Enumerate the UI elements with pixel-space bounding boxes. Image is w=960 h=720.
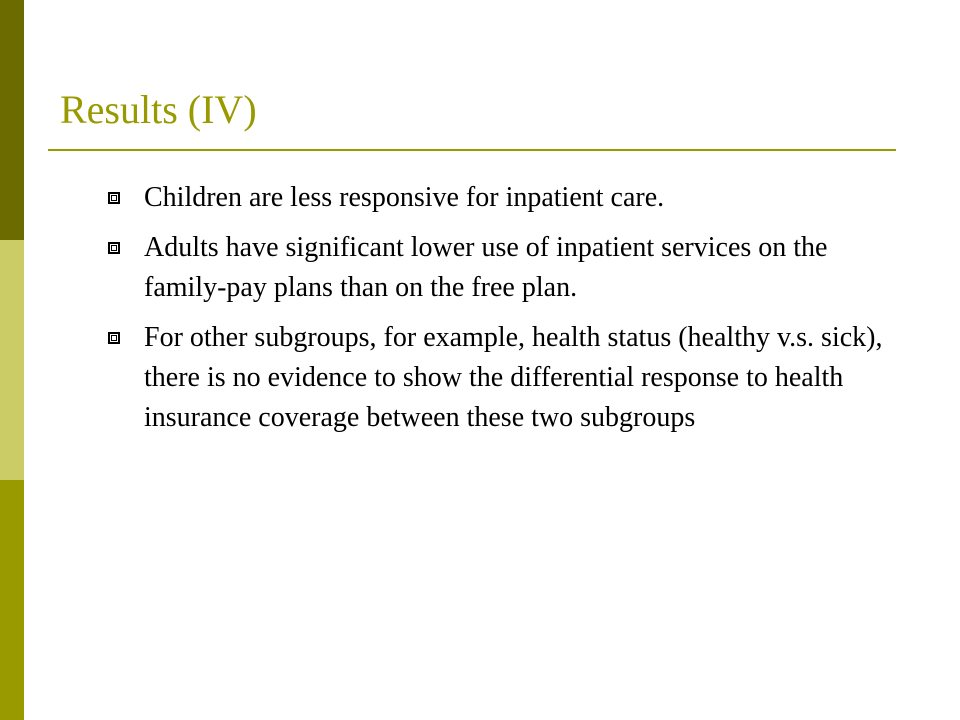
bullet-item-2 [108, 228, 908, 308]
bullet-text: Adults have significant lower use of inpatient services on the family-pay plans than on the free plan. [144, 232, 828, 303]
bullet-text: Children are less responsive for inpatient care. [144, 182, 665, 213]
bullet-item-1 [108, 178, 908, 218]
slide-title: Results (IV) [60, 87, 257, 132]
square-bullet-icon [108, 192, 120, 204]
bullet-item-3 [108, 318, 908, 438]
side-bar-segment-light [0, 240, 24, 480]
bullet-text: For other subgroups, for example, health status (healthy v.s. sick), there is no evidence to show the differential response to health insurance coverage between these two subgroups [144, 322, 883, 433]
side-bar-segment-medium [0, 480, 24, 720]
side-bar-segment-dark [0, 0, 24, 240]
bullet-list [108, 178, 908, 448]
square-bullet-icon [108, 242, 120, 254]
square-bullet-icon [108, 332, 120, 344]
title-underline [48, 149, 896, 151]
side-color-bar [0, 0, 24, 720]
